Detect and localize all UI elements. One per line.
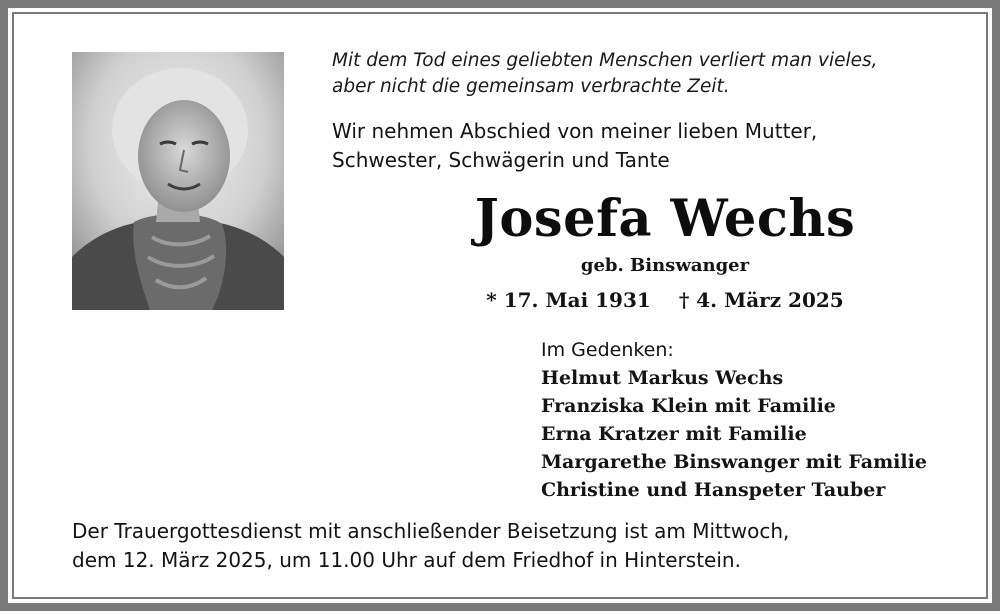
intro-line-1: Wir nehmen Abschied von meiner lieben Mutter, xyxy=(332,119,818,143)
mourner-name: Franziska Klein mit Familie xyxy=(541,395,836,417)
quote-line-1: Mit dem Tod eines geliebten Menschen verliert man vieles, xyxy=(332,50,878,71)
mourner-name: Helmut Markus Wechs xyxy=(541,367,784,389)
mourner-name: Christine und Hanspeter Tauber xyxy=(541,479,886,501)
service-line-2: dem 12. März 2025, um 11.00 Uhr auf dem Friedhof in Hinterstein. xyxy=(72,548,741,572)
farewell-intro xyxy=(332,117,952,175)
birth-date: * 17. Mai 1931 xyxy=(486,288,651,312)
service-info xyxy=(72,517,972,575)
death-date: † 4. März 2025 xyxy=(678,288,844,312)
maiden-name: geb. Binswanger xyxy=(580,255,750,276)
quote-line-2: aber nicht die gemeinsam verbrachte Zeit. xyxy=(332,76,730,97)
intro-line-2: Schwester, Schwägerin und Tante xyxy=(332,148,670,172)
mourner-name: Erna Kratzer mit Familie xyxy=(541,423,807,445)
deceased-name: Josefa Wechs xyxy=(474,189,856,249)
life-dates xyxy=(330,286,1000,314)
service-line-1: Der Trauergottesdienst mit anschließender Beisetzung ist am Mittwoch, xyxy=(72,519,790,543)
mourners-list xyxy=(541,336,981,504)
mourners-label: Im Gedenken: xyxy=(541,339,674,361)
memorial-quote xyxy=(332,48,952,100)
mourner-name: Margarethe Binswanger mit Familie xyxy=(541,451,927,473)
portrait-photo xyxy=(72,52,284,310)
